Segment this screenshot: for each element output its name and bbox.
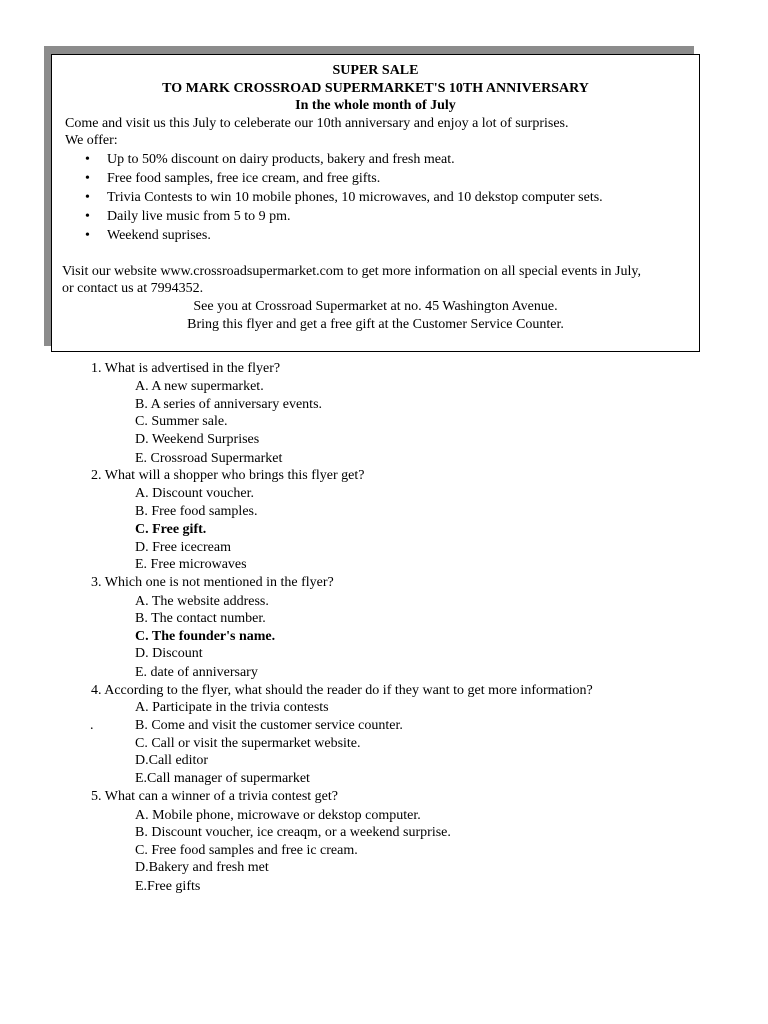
question-3: 3. Which one is not mentioned in the flyer?: [91, 575, 334, 590]
question-3-option-e: E. date of anniversary: [135, 665, 258, 680]
question-4-option-e: E.Call manager of supermarket: [135, 771, 310, 786]
flyer-closing2: Bring this flyer and get a free gift at the Customer Service Counter.: [187, 317, 564, 332]
question-4: 4. According to the flyer, what should the reader do if they want to get more information?: [91, 683, 593, 698]
question-3-option-c: C. The founder's name.: [135, 629, 276, 644]
offer-text: Daily live music from 5 to 9 pm.: [107, 209, 291, 224]
question-5-option-b: B. Discount voucher, ice creaqm, or a weekend surprise.: [135, 825, 451, 840]
question-1-option-d: D. Weekend Surprises: [135, 432, 260, 447]
offer-text: Trivia Contests to win 10 mobile phones, 10 microwaves, and 10 dekstop computer sets.: [107, 190, 603, 205]
question-1-option-b: B. A series of anniversary events.: [135, 397, 323, 412]
flyer-intro: Come and visit us this July to celeberate our 10th anniversary and enjoy a lot of surprises.: [65, 116, 569, 131]
question-5: 5. What can a winner of a trivia contest get?: [91, 789, 338, 804]
offer-text: Up to 50% discount on dairy products, bakery and fresh meat.: [107, 152, 455, 167]
question-1: 1. What is advertised in the flyer?: [91, 361, 281, 376]
flyer-title: SUPER SALE: [332, 63, 419, 78]
bullet-icon: •: [85, 228, 90, 243]
stray-mark: .: [90, 718, 94, 733]
flyer-website-line2: or contact us at 7994352.: [62, 281, 204, 296]
question-4-option-a: A. Participate in the trivia contests: [135, 700, 329, 715]
question-3-option-d: D. Discount: [135, 646, 203, 661]
question-5-option-e: E.Free gifts: [135, 879, 201, 894]
question-3-option-b: B. The contact number.: [135, 611, 266, 626]
question-1-option-a: A. A new supermarket.: [135, 379, 264, 394]
question-2-option-a: A. Discount voucher.: [135, 486, 254, 501]
question-2-option-e: E. Free microwaves: [135, 557, 247, 572]
question-3-option-a: A. The website address.: [135, 594, 269, 609]
offer-text: Weekend suprises.: [107, 228, 211, 243]
flyer-subtitle: TO MARK CROSSROAD SUPERMARKET'S 10TH ANNIVERSARY: [162, 81, 589, 96]
bullet-icon: •: [85, 209, 90, 224]
flyer-period: In the whole month of July: [295, 98, 456, 113]
question-2-option-b: B. Free food samples.: [135, 504, 258, 519]
question-2: 2. What will a shopper who brings this flyer get?: [91, 468, 365, 483]
flyer-box: [51, 54, 700, 352]
question-2-option-d: D. Free icecream: [135, 540, 231, 555]
question-4-option-b: B. Come and visit the customer service counter.: [135, 718, 403, 733]
flyer-offer-label: We offer:: [65, 133, 118, 148]
offer-text: Free food samples, free ice cream, and free gifts.: [107, 171, 381, 186]
question-5-option-c: C. Free food samples and free ic cream.: [135, 843, 358, 858]
bullet-icon: •: [85, 171, 90, 186]
bullet-icon: •: [85, 152, 90, 167]
question-1-option-e: E. Crossroad Supermarket: [135, 451, 283, 466]
question-5-option-a: A. Mobile phone, microwave or dekstop computer.: [135, 808, 421, 823]
flyer-website-line1: Visit our website www.crossroadsupermarket.com to get more information on all special events in July,: [62, 264, 641, 279]
question-4-option-d: D.Call editor: [135, 753, 209, 768]
bullet-icon: •: [85, 190, 90, 205]
flyer-closing1: See you at Crossroad Supermarket at no. 45 Washington Avenue.: [193, 299, 558, 314]
question-1-option-c: C. Summer sale.: [135, 414, 228, 429]
question-5-option-d: D.Bakery and fresh met: [135, 860, 269, 875]
question-4-option-c: C. Call or visit the supermarket website.: [135, 736, 361, 751]
question-2-option-c: C. Free gift.: [135, 522, 207, 537]
